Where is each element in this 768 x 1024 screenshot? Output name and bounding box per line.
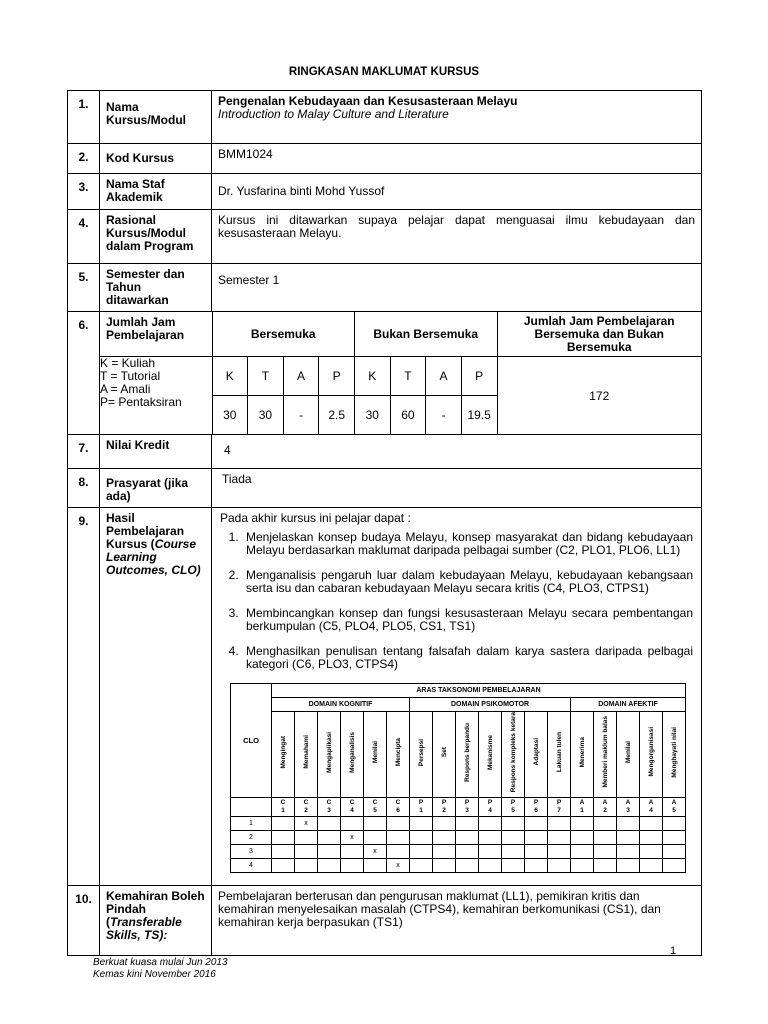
taxonomy-mark <box>433 845 456 859</box>
taxonomy-mark <box>341 859 364 873</box>
taxonomy-code-letter: C <box>349 799 355 807</box>
taxonomy-mark <box>479 817 502 831</box>
taxonomy-mark <box>571 831 594 845</box>
taxonomy-code-letter: C <box>326 799 332 807</box>
hours-code: T <box>390 357 426 396</box>
row-label-italic: Course Learning Outcomes, CLO) <box>106 537 201 577</box>
taxonomy-level-label: Menilai <box>624 741 632 764</box>
hours-table <box>100 312 701 434</box>
hours-value: 30 <box>212 396 248 435</box>
taxonomy-level <box>571 712 594 798</box>
taxonomy-code <box>502 798 525 817</box>
prerequisite-value: Tiada <box>212 469 702 508</box>
clo-item: 4. Menghasilkan penulisan tentang falsafah dalam karya sastera daripada pelbagai kategori (C6, PLO3, CTPS4) <box>242 645 693 671</box>
row-label: Nama Kursus/Modul <box>100 91 212 144</box>
footer-line: Kemas kini November 2016 <box>93 969 216 980</box>
taxonomy-mark <box>272 831 295 845</box>
taxonomy-code <box>617 798 640 817</box>
taxonomy-mark <box>617 845 640 859</box>
taxonomy-mark <box>594 817 617 831</box>
taxonomy-clo-number: 3 <box>231 845 272 859</box>
row-number: 8. <box>68 469 100 508</box>
row-label: Kod Kursus <box>100 144 212 174</box>
taxonomy-mark <box>272 859 295 873</box>
taxonomy-mark <box>341 817 364 831</box>
clo-item: 1. Menjelaskan konsep budaya Melayu, konsep masyarakat dan bidang kebudayaan Melayu berdasarkan maklumat daripada pelbagai sumber (C2, PLO1, PLO6, LL1) <box>242 531 693 557</box>
clo-item: 3. Membincangkan konsep dan fungsi kesusasteraan Melayu secara pembentangan berkumpulan (C5, PLO4, PLO5, CS1, TS1) <box>242 607 693 633</box>
taxonomy-mark <box>525 859 548 873</box>
taxonomy-level <box>295 712 318 798</box>
taxonomy-level <box>410 712 433 798</box>
taxonomy-mark <box>617 817 640 831</box>
total-hours-value: 172 <box>497 357 701 435</box>
taxonomy-mark <box>364 831 387 845</box>
empty-cell <box>231 798 272 817</box>
clo-list <box>220 531 693 671</box>
taxonomy-level-label: Persepsi <box>417 738 425 766</box>
hours-code: K <box>355 357 391 396</box>
taxonomy-code-letter: P <box>487 799 493 807</box>
legend-item: P= Pentaksiran <box>100 395 182 409</box>
taxonomy-level-label: Adaptasi <box>532 738 540 766</box>
footer-line: Berkuat kuasa mulai Jun 2013 <box>93 957 228 968</box>
taxonomy-level-label: Mengingat <box>279 735 287 769</box>
taxonomy-level <box>548 712 571 798</box>
taxonomy-mark <box>410 859 433 873</box>
taxonomy-mark <box>640 859 663 873</box>
domain-cognitive: DOMAIN KOGNITIF <box>272 698 410 712</box>
taxonomy-mark <box>410 845 433 859</box>
taxonomy-level <box>663 712 686 798</box>
row-number: 2. <box>68 144 100 174</box>
taxonomy-code-number: 3 <box>327 807 331 815</box>
taxonomy-level-label: Mekanisme <box>486 734 494 770</box>
row-academic-staff <box>68 174 702 210</box>
taxonomy-level-label: Set <box>440 747 448 758</box>
taxonomy-code <box>640 798 663 817</box>
taxonomy-code-number: 1 <box>580 807 584 815</box>
clo-intro: Pada akhir kursus ini pelajar dapat : <box>220 511 411 525</box>
taxonomy-code-number: 6 <box>534 807 538 815</box>
taxonomy-row <box>231 831 686 845</box>
domain-affective: DOMAIN AFEKTIF <box>571 698 686 712</box>
taxonomy-mark <box>525 845 548 859</box>
taxonomy-mark <box>456 859 479 873</box>
hours-value: - <box>283 396 319 435</box>
taxonomy-mark <box>502 817 525 831</box>
taxonomy-mark <box>525 817 548 831</box>
taxonomy-code <box>571 798 594 817</box>
taxonomy-code-number: 2 <box>603 807 607 815</box>
taxonomy-code-number: 3 <box>465 807 469 815</box>
taxonomy-mark <box>387 845 410 859</box>
taxonomy-level <box>479 712 502 798</box>
row-number: 3. <box>68 174 100 210</box>
row-number: 10. <box>68 886 100 956</box>
taxonomy-code-number: 5 <box>511 807 515 815</box>
header-bukan-bersemuka: Bukan Bersemuka <box>355 312 498 357</box>
taxonomy-code-letter: P <box>418 799 424 807</box>
taxonomy-code-number: 2 <box>442 807 446 815</box>
row-credit <box>68 435 702 469</box>
taxonomy-mark <box>594 831 617 845</box>
taxonomy-mark <box>502 831 525 845</box>
row-label: Hasil Pembelajaran Kursus ( <box>106 511 185 551</box>
taxonomy-code <box>525 798 548 817</box>
taxonomy-mark <box>640 831 663 845</box>
taxonomy-mark <box>387 817 410 831</box>
taxonomy-code-letter: A <box>648 799 654 807</box>
rationale-value: Kursus ini ditawarkan supaya pelajar dapat menguasai ilmu kebudayaan dan kesusasteraan Melayu. <box>212 210 702 264</box>
taxonomy-row <box>231 859 686 873</box>
hours-value: - <box>426 396 462 435</box>
course-info-table <box>67 90 702 956</box>
taxonomy-code <box>433 798 456 817</box>
taxonomy-mark <box>433 859 456 873</box>
legend-item: K = Kuliah <box>100 356 156 370</box>
taxonomy-code-number: 5 <box>373 807 377 815</box>
row-learning-outcomes <box>68 508 702 886</box>
taxonomy-mark <box>318 859 341 873</box>
taxonomy-code-number: 4 <box>350 807 354 815</box>
taxonomy-level <box>617 712 640 798</box>
taxonomy-mark <box>617 831 640 845</box>
row-label: Semester dan Tahun ditawarkan <box>100 264 212 312</box>
taxonomy-level-label: Lakuan tulen <box>555 732 563 773</box>
taxonomy-mark <box>548 859 571 873</box>
taxonomy-mark <box>548 831 571 845</box>
hours-value: 2.5 <box>319 396 355 435</box>
taxonomy-mark <box>295 859 318 873</box>
taxonomy-code-letter: A <box>625 799 631 807</box>
taxonomy-code <box>318 798 341 817</box>
taxonomy-mark <box>525 831 548 845</box>
course-name-english: Introduction to Malay Culture and Literature <box>218 107 449 121</box>
taxonomy-table <box>230 683 686 873</box>
taxonomy-mark <box>456 817 479 831</box>
taxonomy-code-number: 6 <box>396 807 400 815</box>
taxonomy-code <box>295 798 318 817</box>
taxonomy-level-label: Menghayati nilai <box>670 726 678 778</box>
hours-value: 19.5 <box>461 396 497 435</box>
hours-code: T <box>248 357 284 396</box>
taxonomy-level-label: Menilai <box>371 741 379 764</box>
taxonomy-level <box>433 712 456 798</box>
taxonomy-level-label: Respons kompleks ketara <box>509 712 517 793</box>
taxonomy-level <box>318 712 341 798</box>
taxonomy-code-number: 2 <box>304 807 308 815</box>
taxonomy-mark <box>502 859 525 873</box>
taxonomy-mark <box>364 817 387 831</box>
row-label-italic: Transferable Skills, TS): <box>106 915 182 943</box>
taxonomy-mark <box>433 831 456 845</box>
taxonomy-mark: x <box>341 831 364 845</box>
taxonomy-clo-number: 1 <box>231 817 272 831</box>
row-label: Nilai Kredit <box>100 435 212 469</box>
credit-value: 4 <box>212 435 702 469</box>
taxonomy-code-number: 1 <box>281 807 285 815</box>
hours-code: K <box>212 357 248 396</box>
taxonomy-mark: x <box>364 845 387 859</box>
row-course-name <box>68 91 702 144</box>
hours-code: P <box>319 357 355 396</box>
taxonomy-mark <box>272 817 295 831</box>
transferable-skills-value: Pembelajaran berterusan dan pengurusan maklumat (LL1), pemikiran kritis dan kemahiran menyelesaikan masalah (CTPS4), kemahiran berkomunikasi (CS1), dan kemahiran kerja berpasukan (TS1) <box>212 886 702 956</box>
row-number: 9. <box>68 508 100 886</box>
taxonomy-mark <box>479 845 502 859</box>
hours-value: 60 <box>390 396 426 435</box>
taxonomy-mark: x <box>295 817 318 831</box>
row-number: 4. <box>68 210 100 264</box>
hours-value: 30 <box>248 396 284 435</box>
taxonomy-code-number: 5 <box>672 807 676 815</box>
row-label: Rasional Kursus/Modul dalam Program <box>100 210 212 264</box>
page-title: RINGKASAN MAKLUMAT KURSUS <box>288 66 480 78</box>
domain-psychomotor: DOMAIN PSIKOMOTOR <box>410 698 571 712</box>
taxonomy-mark <box>295 831 318 845</box>
taxonomy-level <box>364 712 387 798</box>
taxonomy-title: ARAS TAKSONOMI PEMBELAJARAN <box>272 684 686 698</box>
row-rationale <box>68 210 702 264</box>
taxonomy-mark <box>594 859 617 873</box>
taxonomy-code-letter: A <box>579 799 585 807</box>
taxonomy-level <box>640 712 663 798</box>
taxonomy-mark <box>364 859 387 873</box>
taxonomy-level-label: Respons berpandu <box>463 722 471 782</box>
taxonomy-mark <box>272 845 295 859</box>
hours-code: P <box>461 357 497 396</box>
taxonomy-level <box>502 712 525 798</box>
taxonomy-code <box>387 798 410 817</box>
taxonomy-mark <box>479 831 502 845</box>
taxonomy-mark <box>387 831 410 845</box>
taxonomy-mark <box>433 817 456 831</box>
taxonomy-mark <box>663 831 686 845</box>
taxonomy-code <box>479 798 502 817</box>
taxonomy-code <box>364 798 387 817</box>
taxonomy-code-number: 3 <box>626 807 630 815</box>
page-number: 1 <box>670 945 677 957</box>
taxonomy-mark <box>502 845 525 859</box>
taxonomy-level <box>594 712 617 798</box>
taxonomy-code-letter: C <box>372 799 378 807</box>
header-total-hours: Jumlah Jam Pembelajaran Bersemuka dan Bukan Bersemuka <box>497 312 701 357</box>
taxonomy-mark <box>617 859 640 873</box>
taxonomy-clo-number: 2 <box>231 831 272 845</box>
row-number: 7. <box>68 435 100 469</box>
taxonomy-mark <box>479 859 502 873</box>
hours-value: 30 <box>355 396 391 435</box>
taxonomy-mark <box>571 859 594 873</box>
row-number: 5. <box>68 264 100 312</box>
taxonomy-mark <box>594 845 617 859</box>
taxonomy-mark <box>571 817 594 831</box>
taxonomy-code-letter: A <box>602 799 608 807</box>
taxonomy-row <box>231 817 686 831</box>
header-bersemuka: Bersemuka <box>212 312 355 357</box>
taxonomy-mark <box>318 845 341 859</box>
taxonomy-code-letter: A <box>671 799 677 807</box>
hours-legend <box>100 357 212 435</box>
taxonomy-level-label: Mengaplikasi <box>325 731 333 773</box>
taxonomy-level-label: Mencipta <box>394 738 402 767</box>
taxonomy-code <box>663 798 686 817</box>
taxonomy-level-label: Menganalisis <box>348 731 356 773</box>
taxonomy-code-letter: P <box>556 799 562 807</box>
taxonomy-mark <box>456 845 479 859</box>
row-number: 1. <box>68 91 100 144</box>
taxonomy-level <box>387 712 410 798</box>
academic-staff-value: Dr. Yusfarina binti Mohd Yussof <box>212 174 702 210</box>
taxonomy-mark <box>663 845 686 859</box>
row-label: Prasyarat (jika ada) <box>100 469 212 508</box>
taxonomy-code <box>594 798 617 817</box>
taxonomy-code-letter: P <box>533 799 539 807</box>
taxonomy-code <box>272 798 295 817</box>
taxonomy-mark <box>640 845 663 859</box>
taxonomy-row <box>231 845 686 859</box>
taxonomy-code-number: 4 <box>649 807 653 815</box>
row-learning-hours <box>68 312 702 435</box>
clo-column-header: CLO <box>231 684 272 798</box>
taxonomy-mark <box>318 817 341 831</box>
taxonomy-level-label: Menerima <box>578 736 586 768</box>
taxonomy-code-letter: P <box>510 799 516 807</box>
taxonomy-mark <box>663 859 686 873</box>
taxonomy-level-label: Mengorganisasi <box>647 727 655 777</box>
taxonomy-code-letter: C <box>303 799 309 807</box>
taxonomy-level-label: Memahami <box>302 735 310 769</box>
taxonomy-code-letter: P <box>464 799 470 807</box>
hours-code: A <box>283 357 319 396</box>
taxonomy-code-letter: C <box>280 799 286 807</box>
course-name-value: Pengenalan Kebudayaan dan Kesusasteraan Melayu <box>218 94 518 108</box>
taxonomy-mark <box>663 817 686 831</box>
taxonomy-code <box>456 798 479 817</box>
taxonomy-mark <box>318 831 341 845</box>
taxonomy-mark <box>456 831 479 845</box>
row-label: Kemahiran Boleh Pindah ( <box>106 889 205 930</box>
taxonomy-clo-number: 4 <box>231 859 272 873</box>
footer <box>93 957 228 981</box>
taxonomy-mark <box>640 817 663 831</box>
row-prerequisite <box>68 469 702 508</box>
clo-item: 2. Menganalisis pengaruh luar dalam kebudayaan Melayu, kebudayaan kebangsaan serta isu dan cabaran kebudayaan Melayu secara kritis (C4, PLO3, CTPS1) <box>242 569 693 595</box>
taxonomy-mark <box>410 831 433 845</box>
taxonomy-code <box>410 798 433 817</box>
row-transferable-skills <box>68 886 702 956</box>
taxonomy-mark <box>548 845 571 859</box>
taxonomy-level <box>456 712 479 798</box>
taxonomy-code-number: 4 <box>488 807 492 815</box>
taxonomy-code <box>341 798 364 817</box>
taxonomy-level <box>525 712 548 798</box>
legend-item: T = Tutorial <box>100 369 161 383</box>
taxonomy-mark <box>295 845 318 859</box>
taxonomy-level <box>272 712 295 798</box>
row-label: Nama Staf Akademik <box>100 174 212 210</box>
taxonomy-mark <box>571 845 594 859</box>
taxonomy-mark <box>341 845 364 859</box>
legend-item: A = Amali <box>100 382 151 396</box>
taxonomy-code-number: 1 <box>419 807 423 815</box>
row-course-code <box>68 144 702 174</box>
row-semester <box>68 264 702 312</box>
taxonomy-level <box>341 712 364 798</box>
taxonomy-level-label: Memberi maklum balas <box>601 716 609 788</box>
taxonomy-code-letter: P <box>441 799 447 807</box>
semester-value: Semester 1 <box>212 264 702 312</box>
hours-code: A <box>426 357 462 396</box>
taxonomy-code-number: 7 <box>557 807 561 815</box>
taxonomy-mark: x <box>387 859 410 873</box>
taxonomy-mark <box>548 817 571 831</box>
taxonomy-mark <box>410 817 433 831</box>
course-code-value: BMM1024 <box>212 144 702 174</box>
taxonomy-code-letter: C <box>395 799 401 807</box>
row-label: Jumlah Jam Pembelajaran <box>100 312 212 357</box>
taxonomy-code <box>548 798 571 817</box>
row-number: 6. <box>68 312 100 435</box>
